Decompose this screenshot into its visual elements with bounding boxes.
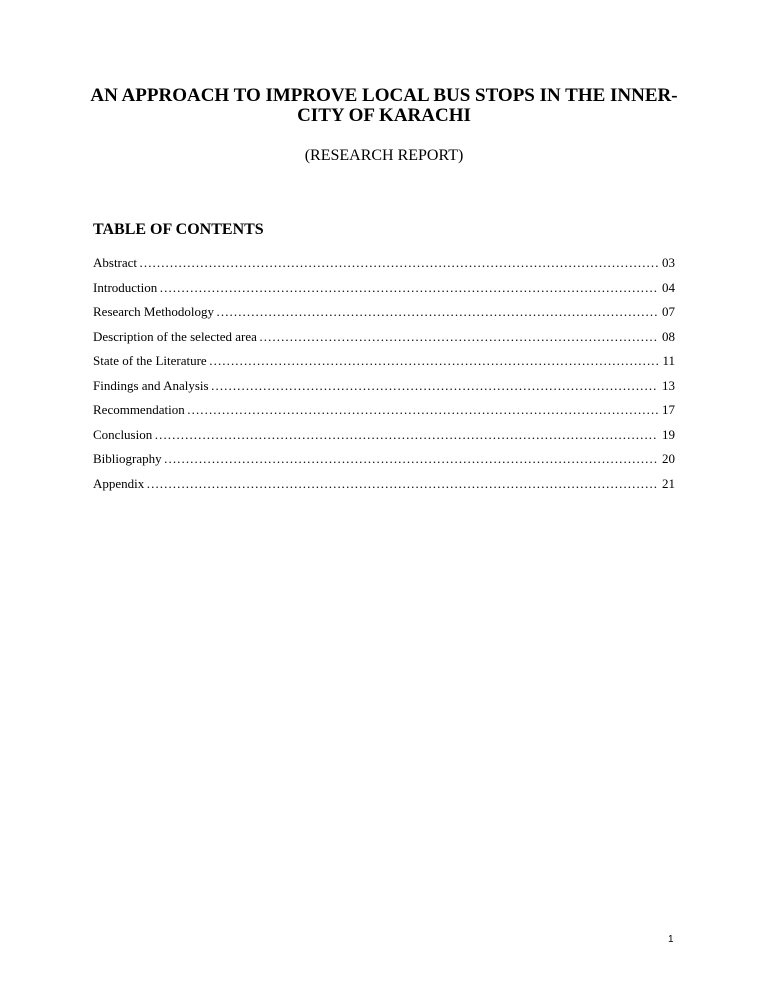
toc-entry-label: Bibliography <box>93 451 162 466</box>
toc-entry-bibliography <box>93 451 675 476</box>
table-of-contents <box>93 255 675 500</box>
toc-entry-page: 13 <box>662 377 675 393</box>
toc-entry-appendix <box>93 476 675 501</box>
toc-dot-leader <box>139 255 658 271</box>
toc-heading: TABLE OF CONTENTS <box>93 221 264 238</box>
toc-entry-label: State of the Literature <box>93 353 207 368</box>
toc-entry-label: Appendix <box>93 475 145 491</box>
toc-entry-page: 03 <box>662 255 675 270</box>
toc-entry-findings-analysis <box>93 378 675 403</box>
toc-entry-page: 21 <box>662 475 675 491</box>
toc-entry-label: Research Methodology <box>93 304 214 319</box>
toc-entry-page: 17 <box>662 402 675 417</box>
toc-dot-leader <box>216 304 658 320</box>
document-title: AN APPROACH TO IMPROVE LOCAL BUS STOPS IN THE INNER-CITY OF KARACHI <box>90 85 678 126</box>
toc-dot-leader <box>164 451 658 467</box>
toc-entry-page: 20 <box>662 451 675 466</box>
toc-entry-label: Abstract <box>93 255 138 270</box>
toc-entry-label: Recommendation <box>93 402 185 417</box>
toc-dot-leader <box>187 402 658 418</box>
toc-dot-leader <box>211 378 658 394</box>
toc-entry-introduction <box>93 280 675 305</box>
toc-dot-leader <box>209 353 659 369</box>
toc-entry-label: Conclusion <box>93 426 153 442</box>
page-number: 1 <box>668 934 674 945</box>
toc-entry-page: 19 <box>662 426 675 442</box>
toc-entry-page: 04 <box>662 279 675 295</box>
toc-entry-state-of-literature <box>93 353 675 378</box>
toc-entry-label: Introduction <box>93 279 158 295</box>
document-subtitle: (RESEARCH REPORT) <box>304 147 464 164</box>
toc-entry-research-methodology <box>93 304 675 329</box>
toc-entry-description-selected-area <box>93 329 675 354</box>
toc-entry-label: Description of the selected area <box>93 328 257 344</box>
toc-entry-abstract <box>93 255 675 280</box>
toc-entry-label: Findings and Analysis <box>93 377 209 393</box>
toc-entry-conclusion <box>93 427 675 452</box>
toc-entry-page: 11 <box>662 353 675 368</box>
toc-dot-leader <box>259 329 658 345</box>
toc-dot-leader <box>154 427 658 443</box>
toc-entry-page: 07 <box>662 304 675 319</box>
toc-dot-leader <box>159 280 658 296</box>
toc-entry-page: 08 <box>662 328 675 344</box>
toc-dot-leader <box>146 476 658 492</box>
toc-entry-recommendation <box>93 402 675 427</box>
